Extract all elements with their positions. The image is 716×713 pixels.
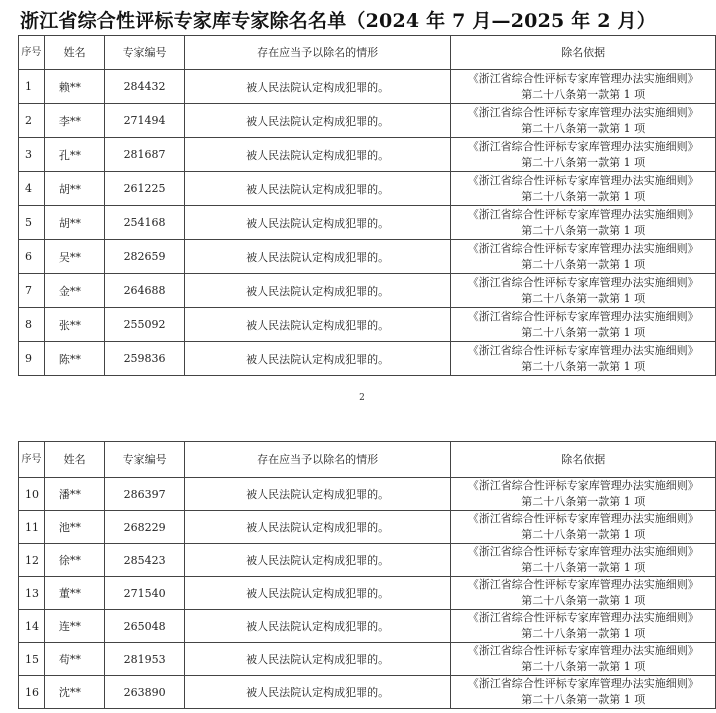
row-name: 吴** <box>44 240 105 274</box>
row-name: 陈** <box>44 342 105 376</box>
basis-regulation: 《浙江省综合性评标专家库管理办法实施细则》 <box>467 343 699 357</box>
row-expert-id: 264688 <box>105 274 184 308</box>
row-reason: 被人民法院认定构成犯罪的。 <box>184 676 451 709</box>
table-body <box>19 70 716 376</box>
row-seq: 13 <box>19 577 45 610</box>
row-basis <box>451 478 716 511</box>
row-basis <box>451 138 716 172</box>
row-reason: 被人民法院认定构成犯罪的。 <box>184 206 451 240</box>
row-seq: 1 <box>19 70 45 104</box>
basis-regulation: 《浙江省综合性评标专家库管理办法实施细则》 <box>467 275 699 289</box>
row-name: 赖** <box>44 70 105 104</box>
row-seq: 9 <box>19 342 45 376</box>
row-seq: 15 <box>19 643 45 676</box>
basis-regulation: 《浙江省综合性评标专家库管理办法实施细则》 <box>467 644 699 657</box>
row-reason: 被人民法院认定构成犯罪的。 <box>184 342 451 376</box>
row-expert-id: 285423 <box>105 544 184 577</box>
row-name: 徐** <box>44 544 105 577</box>
table-row <box>19 206 716 240</box>
row-expert-id: 268229 <box>105 511 184 544</box>
table-row <box>19 544 716 577</box>
basis-clause: 第二十八条第一款第 1 项 <box>521 155 646 169</box>
row-name: 池** <box>44 511 105 544</box>
row-basis <box>451 308 716 342</box>
row-seq: 7 <box>19 274 45 308</box>
table-row <box>19 274 716 308</box>
row-basis <box>451 511 716 544</box>
header-expert-id: 专家编号 <box>105 442 184 478</box>
table-row <box>19 676 716 709</box>
row-basis <box>451 544 716 577</box>
table-row <box>19 172 716 206</box>
basis-regulation: 《浙江省综合性评标专家库管理办法实施细则》 <box>467 578 699 591</box>
row-seq: 6 <box>19 240 45 274</box>
row-reason: 被人民法院认定构成犯罪的。 <box>184 643 451 676</box>
row-seq: 10 <box>19 478 45 511</box>
basis-clause: 第二十八条第一款第 1 项 <box>521 223 646 237</box>
table-header-row <box>19 442 716 478</box>
expert-removal-table-page-1 <box>18 35 716 376</box>
row-name: 金** <box>44 274 105 308</box>
row-expert-id: 282659 <box>105 240 184 274</box>
basis-clause: 第二十八条第一款第 1 项 <box>521 495 646 508</box>
basis-clause: 第二十八条第一款第 1 项 <box>521 121 646 135</box>
table-row <box>19 478 716 511</box>
row-seq: 4 <box>19 172 45 206</box>
table-row <box>19 577 716 610</box>
row-basis <box>451 643 716 676</box>
basis-regulation: 《浙江省综合性评标专家库管理办法实施细则》 <box>467 309 699 323</box>
header-basis: 除名依据 <box>451 442 716 478</box>
basis-clause: 第二十八条第一款第 1 项 <box>521 660 646 673</box>
row-basis <box>451 240 716 274</box>
row-expert-id: 259836 <box>105 342 184 376</box>
basis-clause: 第二十八条第一款第 1 项 <box>521 87 646 101</box>
row-name: 李** <box>44 104 105 138</box>
basis-clause: 第二十八条第一款第 1 项 <box>521 627 646 640</box>
row-reason: 被人民法院认定构成犯罪的。 <box>184 274 451 308</box>
table-row <box>19 104 716 138</box>
header-seq: 序号 <box>19 442 45 478</box>
row-basis <box>451 610 716 643</box>
row-name: 连** <box>44 610 105 643</box>
row-reason: 被人民法院认定构成犯罪的。 <box>184 104 451 138</box>
row-expert-id: 284432 <box>105 70 184 104</box>
row-expert-id: 255092 <box>105 308 184 342</box>
table-row <box>19 308 716 342</box>
row-name: 胡** <box>44 172 105 206</box>
header-reason: 存在应当予以除名的情形 <box>184 36 451 70</box>
row-seq: 11 <box>19 511 45 544</box>
basis-clause: 第二十八条第一款第 1 项 <box>521 325 646 339</box>
row-expert-id: 261225 <box>105 172 184 206</box>
basis-clause: 第二十八条第一款第 1 项 <box>521 528 646 541</box>
basis-regulation: 《浙江省综合性评标专家库管理办法实施细则》 <box>467 545 699 558</box>
row-seq: 8 <box>19 308 45 342</box>
table-header-row <box>19 36 716 70</box>
table-row <box>19 643 716 676</box>
page-number: 2 <box>359 393 365 403</box>
basis-clause: 第二十八条第一款第 1 项 <box>521 189 646 203</box>
basis-regulation: 《浙江省综合性评标专家库管理办法实施细则》 <box>467 611 699 624</box>
row-reason: 被人民法院认定构成犯罪的。 <box>184 544 451 577</box>
table-row <box>19 240 716 274</box>
row-name: 张** <box>44 308 105 342</box>
row-reason: 被人民法院认定构成犯罪的。 <box>184 511 451 544</box>
row-expert-id: 281687 <box>105 138 184 172</box>
row-expert-id: 263890 <box>105 676 184 709</box>
row-basis <box>451 274 716 308</box>
row-basis <box>451 172 716 206</box>
row-reason: 被人民法院认定构成犯罪的。 <box>184 610 451 643</box>
row-reason: 被人民法院认定构成犯罪的。 <box>184 577 451 610</box>
row-reason: 被人民法院认定构成犯罪的。 <box>184 240 451 274</box>
row-name: 董** <box>44 577 105 610</box>
basis-regulation: 《浙江省综合性评标专家库管理办法实施细则》 <box>467 241 699 255</box>
row-name: 胡** <box>44 206 105 240</box>
basis-regulation: 《浙江省综合性评标专家库管理办法实施细则》 <box>467 139 699 153</box>
row-reason: 被人民法院认定构成犯罪的。 <box>184 138 451 172</box>
row-seq: 16 <box>19 676 45 709</box>
row-seq: 12 <box>19 544 45 577</box>
row-name: 苟** <box>44 643 105 676</box>
row-basis <box>451 104 716 138</box>
basis-regulation: 《浙江省综合性评标专家库管理办法实施细则》 <box>467 479 699 492</box>
basis-regulation: 《浙江省综合性评标专家库管理办法实施细则》 <box>467 71 699 85</box>
row-seq: 5 <box>19 206 45 240</box>
basis-clause: 第二十八条第一款第 1 项 <box>521 359 646 373</box>
header-reason: 存在应当予以除名的情形 <box>184 442 451 478</box>
table-body <box>19 478 716 709</box>
basis-clause: 第二十八条第一款第 1 项 <box>521 693 646 706</box>
basis-clause: 第二十八条第一款第 1 项 <box>521 257 646 271</box>
header-seq: 序号 <box>19 36 45 70</box>
table-row <box>19 342 716 376</box>
basis-clause: 第二十八条第一款第 1 项 <box>521 594 646 607</box>
row-reason: 被人民法院认定构成犯罪的。 <box>184 308 451 342</box>
row-reason: 被人民法院认定构成犯罪的。 <box>184 70 451 104</box>
table-row <box>19 70 716 104</box>
row-seq: 2 <box>19 104 45 138</box>
basis-regulation: 《浙江省综合性评标专家库管理办法实施细则》 <box>467 105 699 119</box>
row-reason: 被人民法院认定构成犯罪的。 <box>184 478 451 511</box>
row-name: 潘** <box>44 478 105 511</box>
row-expert-id: 254168 <box>105 206 184 240</box>
basis-regulation: 《浙江省综合性评标专家库管理办法实施细则》 <box>467 677 699 690</box>
row-basis <box>451 676 716 709</box>
header-basis: 除名依据 <box>451 36 716 70</box>
row-seq: 14 <box>19 610 45 643</box>
row-basis <box>451 577 716 610</box>
row-reason: 被人民法院认定构成犯罪的。 <box>184 172 451 206</box>
row-basis <box>451 342 716 376</box>
expert-removal-table-page-2 <box>18 441 716 709</box>
header-name: 姓名 <box>44 442 105 478</box>
basis-regulation: 《浙江省综合性评标专家库管理办法实施细则》 <box>467 512 699 525</box>
row-basis <box>451 70 716 104</box>
row-name: 孔** <box>44 138 105 172</box>
row-expert-id: 271494 <box>105 104 184 138</box>
row-name: 沈** <box>44 676 105 709</box>
row-expert-id: 271540 <box>105 577 184 610</box>
row-expert-id: 286397 <box>105 478 184 511</box>
basis-regulation: 《浙江省综合性评标专家库管理办法实施细则》 <box>467 173 699 187</box>
row-expert-id: 265048 <box>105 610 184 643</box>
header-expert-id: 专家编号 <box>105 36 184 70</box>
row-seq: 3 <box>19 138 45 172</box>
table-row <box>19 138 716 172</box>
table-row <box>19 610 716 643</box>
header-name: 姓名 <box>44 36 105 70</box>
table-row <box>19 511 716 544</box>
row-expert-id: 281953 <box>105 643 184 676</box>
basis-regulation: 《浙江省综合性评标专家库管理办法实施细则》 <box>467 207 699 221</box>
page-title: 浙江省综合性评标专家库专家除名名单（2024 年 7 月—2025 年 2 月） <box>20 10 656 32</box>
row-basis <box>451 206 716 240</box>
basis-clause: 第二十八条第一款第 1 项 <box>521 561 646 574</box>
basis-clause: 第二十八条第一款第 1 项 <box>521 291 646 305</box>
